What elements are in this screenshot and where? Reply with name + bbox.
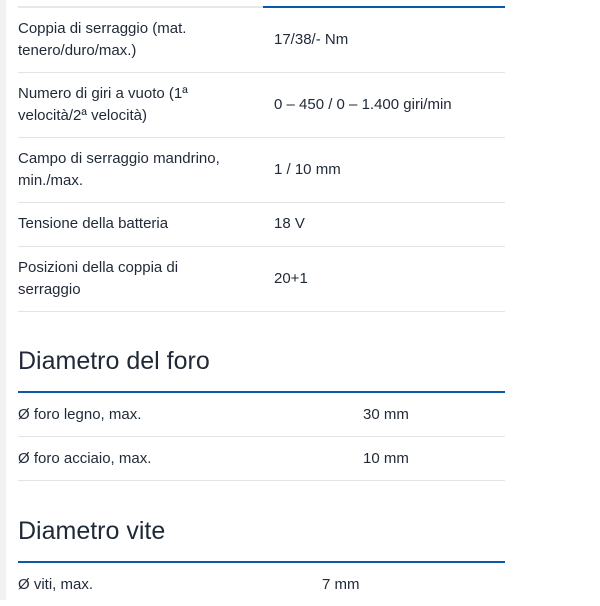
section-title-screw-diameter: Diametro vite (18, 517, 166, 545)
table-row (18, 393, 505, 437)
spec-label: Ø foro legno, max. (18, 406, 142, 423)
spec-value: 7 mm (322, 576, 360, 593)
table-row (18, 8, 505, 73)
spec-label: Posizioni della coppia di serraggio (18, 259, 179, 298)
spec-label: Ø viti, max. (18, 576, 94, 593)
spec-label: Coppia di serraggio (mat. tenero/duro/max.) (18, 20, 187, 59)
table-row (18, 138, 505, 203)
spec-value: 30 mm (363, 406, 409, 423)
table-row (18, 203, 505, 247)
spec-label: Campo di serraggio mandrino, min./max. (18, 150, 220, 189)
table-row (18, 73, 505, 138)
left-border-strip (0, 0, 6, 600)
spec-value: 1 / 10 mm (274, 161, 341, 178)
spec-value: 18 V (274, 215, 305, 232)
spec-value: 0 – 450 / 0 – 1.400 giri/min (274, 96, 452, 113)
spec-value: 17/38/- Nm (274, 31, 349, 48)
table-row (18, 437, 505, 481)
spec-label: Numero di giri a vuoto (1ª velocità/2ª velocità) (18, 85, 188, 124)
spec-label: Ø foro acciaio, max. (18, 450, 152, 467)
spec-label: Tensione della batteria (18, 215, 169, 232)
spec-value: 10 mm (363, 450, 409, 467)
spec-value: 20+1 (274, 270, 308, 287)
table-row (18, 247, 505, 312)
section-title-drill-diameter: Diametro del foro (18, 347, 210, 375)
